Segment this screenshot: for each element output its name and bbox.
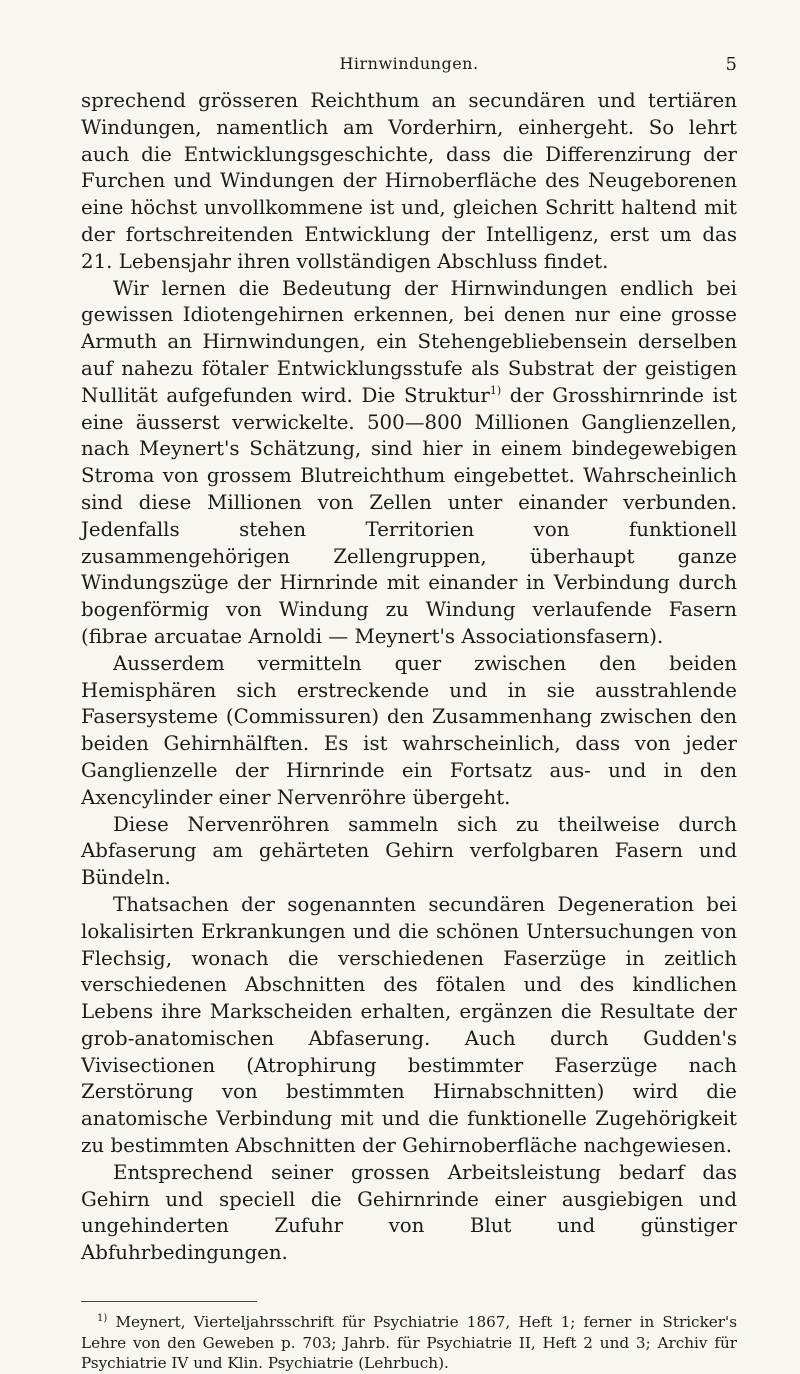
paragraph-4: Diese Nervenröhren sammeln sich zu theilweise durch Abfaserung am gehärteten Gehirn verfolgbaren Fasern und Bündeln. [81,812,737,890]
footnote-text: Meynert, Vierteljahrsschrift für Psychiatrie 1867, Heft 1; ferner in Stricker's Lehre von den Geweben p. 703; Jahrb. für Psychiatrie II, Heft 2 und 3; Archiv für Psychiatrie IV und Klin. Psychiatrie (Lehrbuch). [81,1313,737,1373]
footnote-divider [81,1301,257,1302]
paragraph-3: Ausserdem vermitteln quer zwischen den beiden Hemisphären sich erstreckende und in sie ausstrahlende Fasersysteme (Commissuren) den Zusammenhang zwischen den beiden Gehirnhälften. Es ist wahrscheinlich, dass von jeder Ganglienzelle der Hirnrinde ein Fortsatz aus- und in den Axencylinder einer Nervenröhre übergeht. [81,651,737,809]
book-page [81,54,737,1374]
footnote-reference: 1) [489,383,502,397]
paragraph-5: Thatsachen der sogenannten secundären Degeneration bei lokalisirten Erkrankungen und die schönen Untersuchungen von Flechsig, wonach die verschiedenen Faserzüge in zeitlich verschiedenen Abschnitten des fötalen und des kindlichen Lebens ihre Markscheiden erhalten, ergänzen die Resultate der grob-anatomischen Abfaserung. Auch durch Gudden's Vivisectionen (Atrophirung bestimmter Faserzüge nach Zerstörung von bestimmten Hirnabschnitten) wird die anatomische Verbindung mit und die funktionelle Zugehörigkeit zu bestimmten Abschnitten der Gehirnoberfläche nachgewiesen. [81,892,737,1158]
paragraph-1: sprechend grösseren Reichthum an secundären und tertiären Windungen, namentlich am Vorderhirn, einhergeht. So lehrt auch die Entwicklungsgeschichte, dass die Differenzirung der Furchen und Windungen der Hirnoberfläche des Neugeborenen eine höchst unvollkommene ist und, gleichen Schritt haltend mit der fortschreitenden Entwicklung der Intelligenz, erst um das 21. Lebensjahr ihren vollständigen Abschluss findet. [81,89,737,273]
footnote [81,1312,737,1374]
paragraph-2 [81,276,737,651]
body-text [81,88,737,1267]
paragraph-2-text-end: der Grosshirnrinde ist eine äusserst verwickelte. 500—800 Millionen Ganglienzellen, nach Meynert's Schätzung, sind hier in einem bindegewebigen Stroma von grossem Blutreichthum eingebettet. Wahrscheinlich sind diese Millionen von Zellen unter einander verbunden. Jedenfalls stehen Territorien von funktionell zusammengehörigen Zellengruppen, überhaupt ganze Windungszüge der Hirnrinde mit einander in Verbindung durch bogenförmig von Windung zu Windung verlaufende Fasern (fibrae arcuatae Arnoldi — Meynert's Associationsfasern). [81,383,737,648]
paragraph-2-text-start: Wir lernen die Bedeutung der Hirnwindungen endlich bei gewissen Idiotengehirnen erkennen, bei denen nur eine grosse Armuth an Hirnwindungen, ein Stehengebliebensein derselben auf nahezu fötaler Entwicklungsstufe als Substrat der geistigen Nullität aufgefunden wird. Die Struktur [81,276,737,407]
page-header [81,54,737,82]
page-number: 5 [725,54,737,75]
running-title: Hirnwindungen. [339,54,479,73]
paragraph-6: Entsprechend seiner grossen Arbeitsleistung bedarf das Gehirn und speciell die Gehirnrinde einer ausgiebigen und ungehinderten Zufuhr von Blut und günstiger Abfuhrbedingungen. [81,1160,737,1265]
footnote-marker: 1) [97,1313,108,1325]
